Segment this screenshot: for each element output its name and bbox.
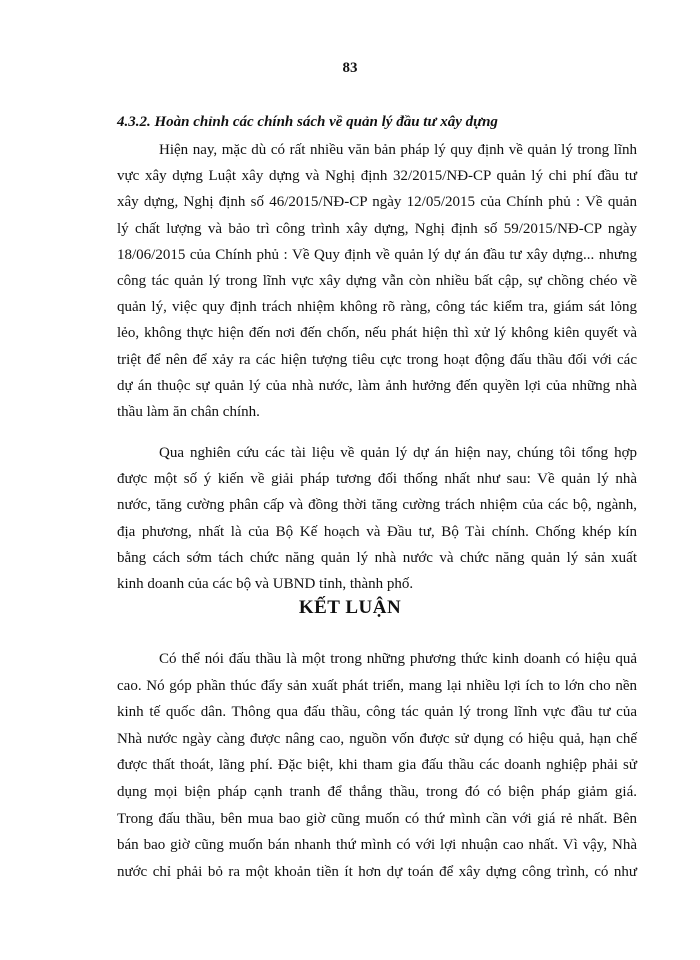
paragraph-conclusion bbox=[117, 646, 637, 885]
paragraph-line: vực xây dựng Luật xây dựng và Nghị định 32/2015/NĐ-CP quản lý chi phí đầu tư bbox=[117, 168, 637, 185]
paragraph-policy-overview bbox=[117, 137, 637, 425]
paragraph-line: Qua nghiên cứu các tài liệu về quản lý dự án hiện nay, chúng tôi tổng hợp bbox=[159, 445, 637, 461]
paragraph-line: quản lý, việc quy định trách nhiệm không rõ ràng, công tác kiểm tra, giám sát lỏng bbox=[117, 299, 637, 316]
paragraph-line: địa phương, nhất là của Bộ Kế hoạch và Đầu tư, Bộ Tài chính. Chống khép kín bbox=[117, 523, 637, 540]
paragraph-line: dụng mọi biện pháp cạnh tranh để thắng thầu, trong đó có biện pháp giảm giá. bbox=[117, 783, 637, 800]
paragraph-line: xây dựng, Nghị định số 46/2015/NĐ-CP ngày 12/05/2015 của Chính phủ : Về quản bbox=[117, 194, 637, 211]
paragraph-line: cao. Nó góp phần thúc đẩy sản xuất phát triển, mang lại nhiều lợi ích to lớn cho nền bbox=[117, 677, 637, 694]
paragraph-line: 18/06/2015 của Chính phủ : Về Quy định về quản lý dự án đầu tư xây dựng... nhưng bbox=[117, 246, 637, 263]
paragraph-line: nước, tăng cường phân cấp và đồng thời tăng cường trách nhiệm của các bộ, ngành, bbox=[117, 497, 637, 514]
paragraph-line: triệt để nên để xảy ra các hiện tượng tiêu cực trong hoạt động đấu thầu đối với các bbox=[117, 351, 637, 368]
paragraph-line: bán bao giờ cũng muốn bán nhanh thứ mình có với lợi nhuận cao nhất. Vì vậy, Nhà bbox=[117, 837, 637, 854]
paragraph-line: nước chỉ phải bỏ ra một khoản tiền ít hơn dự toán để xây dựng công trình, có như bbox=[117, 863, 637, 880]
paragraph-line: kinh doanh của các bộ và UBND tỉnh, thành phố. bbox=[117, 575, 414, 592]
paragraph-line: thầu làm ăn chân chính. bbox=[117, 403, 260, 420]
section-heading: 4.3.2. Hoàn chỉnh các chính sách về quản lý đầu tư xây dựng bbox=[117, 114, 498, 130]
paragraph-line: Nhà nước ngày càng được nâng cao, nguồn vốn được sử dụng có hiệu quả, hạn chế bbox=[117, 730, 637, 747]
paragraph-line: kinh tế quốc dân. Thông qua đấu thầu, công tác quản lý trong lĩnh vực đầu tư của bbox=[117, 704, 637, 721]
paragraph-line: được một số ý kiến về giải pháp tương đối thống nhất như sau: Về quản lý nhà bbox=[117, 471, 637, 488]
paragraph-line: lý chất lượng và bảo trì công trình xây dựng, Nghị định số 59/2015/NĐ-CP ngày bbox=[117, 220, 637, 237]
paragraph-line: bằng cách sớm tách chức năng quản lý nhà nước và chức năng quản lý sản xuất bbox=[117, 549, 637, 566]
paragraph-line: được thất thoát, lãng phí. Đặc biệt, khi tham gia đấu thầu các doanh nghiệp phải sử bbox=[117, 757, 637, 774]
paragraph-research-summary bbox=[117, 440, 637, 597]
paragraph-line: Có thể nói đấu thầu là một trong những phương thức kinh doanh có hiệu quả bbox=[159, 651, 637, 667]
conclusion-title: KẾT LUẬN bbox=[298, 597, 402, 618]
paragraph-line: dự án thuộc sự quản lý của nhà nước, làm ảnh hưởng đến quyền lợi của những nhà bbox=[117, 377, 637, 394]
paragraph-line: Hiện nay, mặc dù có rất nhiều văn bản pháp lý quy định về quản lý trong lĩnh bbox=[159, 142, 637, 158]
paragraph-line: Trong đấu thầu, bên mua bao giờ cũng muốn có thứ mình cần với giá rẻ nhất. Bên bbox=[117, 810, 637, 827]
page-number: 83 bbox=[342, 60, 358, 76]
paragraph-line: công tác quản lý trong lĩnh vực xây dựng vẫn còn nhiều bất cập, sự chồng chéo về bbox=[117, 272, 637, 289]
paragraph-line: lẻo, không thực hiện đến nơi đến chốn, nếu phát hiện thì xử lý không kiên quyết và bbox=[117, 325, 637, 342]
